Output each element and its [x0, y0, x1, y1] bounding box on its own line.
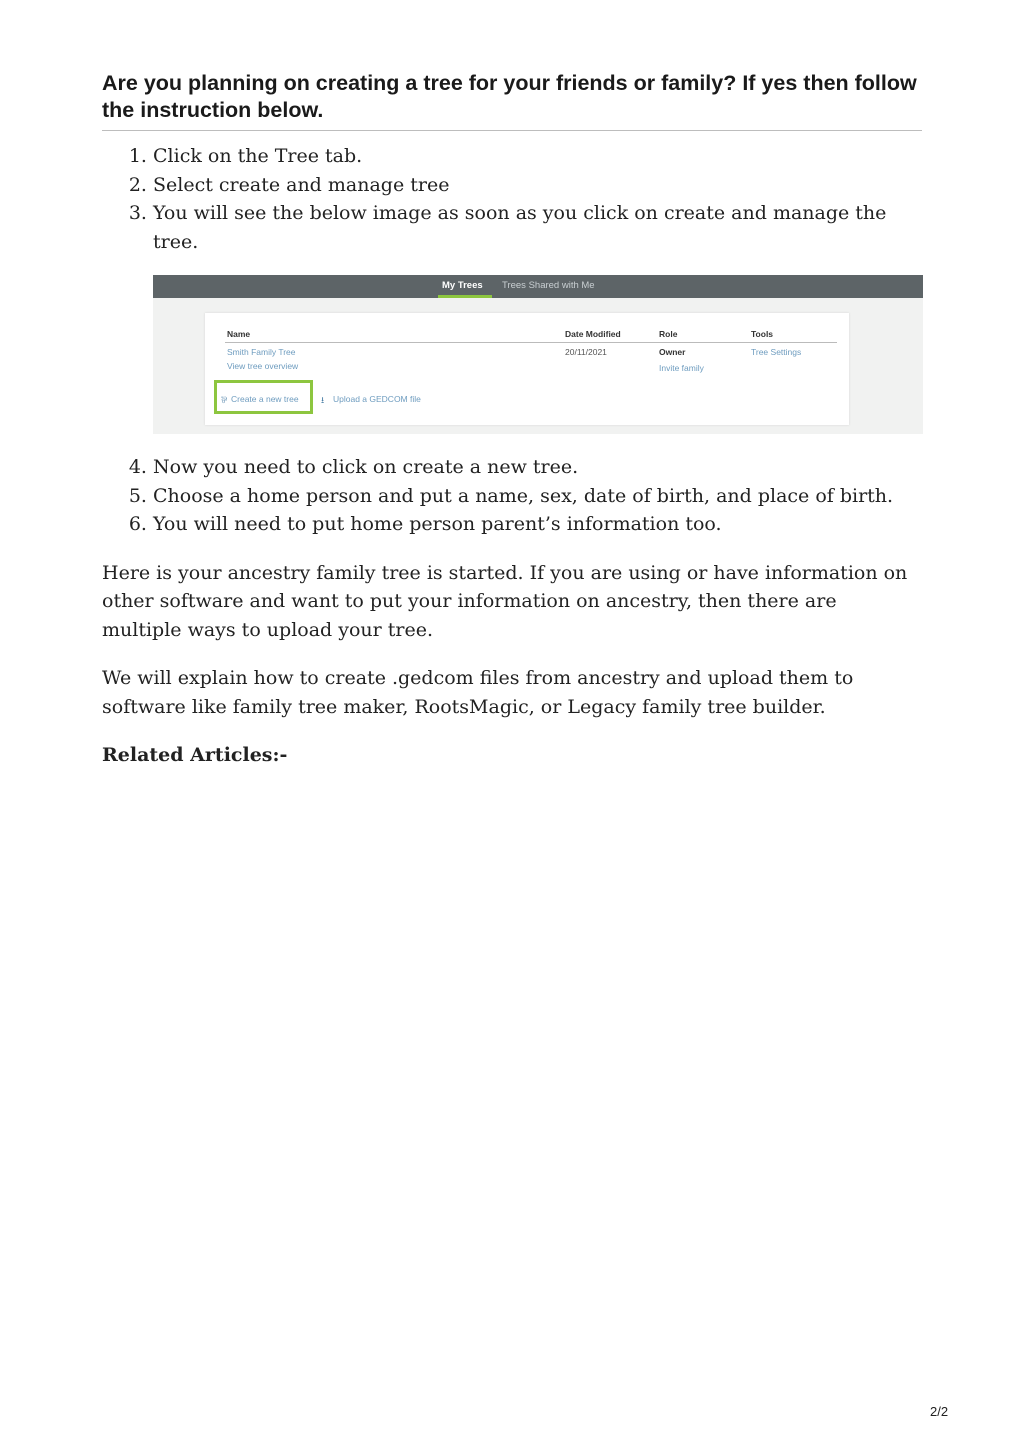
tab-my-trees[interactable]: My Trees — [442, 280, 483, 291]
tree-name-link[interactable]: Smith Family Tree — [227, 347, 296, 357]
list-item: 6. You will need to put home person parent’s information too. — [153, 510, 922, 539]
steps-list-second — [102, 453, 922, 539]
column-header-name: Name — [227, 329, 251, 339]
list-item: 3. You will see the below image as soon as you click on create and manage the tree. — [153, 199, 922, 256]
page-number: 2/2 — [930, 1404, 949, 1419]
tree-date: 20/11/2021 — [565, 347, 607, 357]
active-tab-indicator — [438, 295, 492, 298]
paragraph-intro: Here is your ancestry family tree is started. If you are using or have information on other software and want to put your information on ancestry, then there are multiple ways to upload your tree. — [102, 561, 908, 641]
section-heading: Are you planning on creating a tree for your friends or family? If yes then follow the instruction below. — [102, 70, 922, 131]
tree-icon: ⅌ — [221, 396, 227, 406]
embedded-screenshot — [153, 275, 923, 434]
list-item: 2. Select create and manage tree — [153, 171, 922, 200]
trees-panel — [205, 313, 849, 425]
paragraph-gedcom: We will explain how to create .gedcom files from ancestry and upload them to software like family tree maker, RootsMagic, or Legacy family tree builder. — [102, 667, 854, 718]
related-articles-heading: Related Articles:- — [102, 744, 288, 766]
list-item: 5. Choose a home person and put a name, sex, date of birth, and place of birth. — [153, 482, 922, 511]
upload-gedcom-link[interactable]: Upload a GEDCOM file — [333, 394, 421, 404]
list-item: 4. Now you need to click on create a new tree. — [153, 453, 922, 482]
header-divider — [225, 342, 837, 343]
invite-family-link[interactable]: Invite family — [659, 363, 704, 373]
view-overview-link[interactable]: View tree overview — [227, 361, 299, 371]
steps-list-first — [102, 142, 922, 256]
tree-settings-link[interactable]: Tree Settings — [751, 347, 802, 357]
screenshot-tab-bar — [153, 275, 923, 298]
column-header-date: Date Modified — [565, 329, 621, 339]
upload-icon: ⭳ — [321, 396, 325, 406]
tree-role: Owner — [659, 347, 686, 357]
article-content — [102, 70, 922, 770]
column-header-role: Role — [659, 329, 678, 339]
create-new-tree-link[interactable]: Create a new tree — [231, 394, 299, 404]
list-item: 1. Click on the Tree tab. — [153, 142, 922, 171]
tab-trees-shared[interactable]: Trees Shared with Me — [502, 280, 595, 291]
column-header-tools: Tools — [751, 329, 774, 339]
